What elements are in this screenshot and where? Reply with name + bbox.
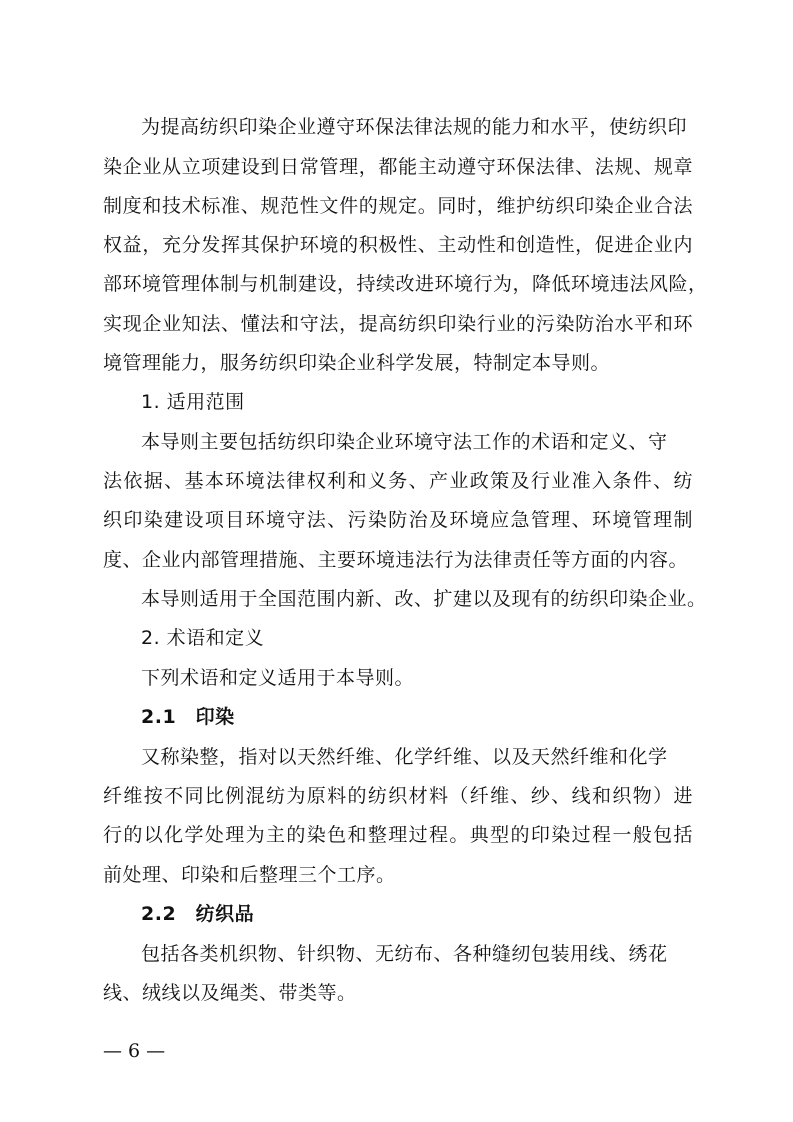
paragraph-line: 为提高纺织印染企业遵守环保法律法规的能力和水平，使纺织印 [141, 116, 688, 138]
paragraph-line: 下列术语和定义适用于本导则。 [141, 667, 415, 689]
paragraph-line: 染企业从立项建设到日常管理，都能主动遵守环保法律、法规、规章 [103, 156, 693, 178]
paragraph-line: 法依据、基本环境法律权利和义务、产业政策及行业准入条件、纺 [103, 470, 693, 492]
section-heading: 1. 适用范围 [141, 391, 245, 413]
paragraph-line: 线、绒线以及绳类、带类等。 [103, 982, 357, 1004]
paragraph-line: 制度和技术标准、规范性文件的规定。同时，维护纺织印染企业合法 [103, 195, 693, 217]
subsection-heading: 2.1 印染 [141, 706, 235, 728]
paragraph-line: 织印染建设项目环境守法、污染防治及环境应急管理、环境管理制 [103, 509, 693, 531]
paragraph-line: 本导则适用于全国范围内新、改、扩建以及现有的纺织印染企业。 [141, 588, 707, 610]
paragraph-line: 境管理能力，服务纺织印染企业科学发展，特制定本导则。 [103, 352, 611, 374]
paragraph-line: 又称染整，指对以天然纤维、化学纤维、以及天然纤维和化学 [141, 746, 668, 768]
subsection-heading: 2.2 纺织品 [141, 903, 255, 925]
paragraph-line: 前处理、印染和后整理三个工序。 [103, 864, 396, 886]
paragraph-line: 行的以化学处理为主的染色和整理过程。典型的印染过程一般包括 [103, 824, 693, 846]
paragraph-line: 包括各类机织物、针织物、无纺布、各种缝纫包装用线、绣花 [141, 943, 668, 965]
page-number: — 6 — [103, 1040, 166, 1062]
section-heading: 2. 术语和定义 [141, 627, 265, 649]
paragraph-line: 实现企业知法、懂法和守法，提高纺织印染行业的污染防治水平和环 [103, 313, 693, 335]
paragraph-line: 部环境管理体制与机制建设，持续改进环境行为，降低环境违法风险， [103, 273, 708, 295]
paragraph-line: 度、企业内部管理措施、主要环境违法行为法律责任等方面的内容。 [103, 549, 689, 571]
paragraph-line: 权益，充分发挥其保护环境的积极性、主动性和创造性，促进企业内 [103, 234, 693, 256]
paragraph-line: 纤维按不同比例混纺为原料的纺织材料（纤维、纱、线和织物）进 [103, 785, 693, 807]
paragraph-line: 本导则主要包括纺织印染企业环境守法工作的术语和定义、守 [141, 431, 668, 453]
